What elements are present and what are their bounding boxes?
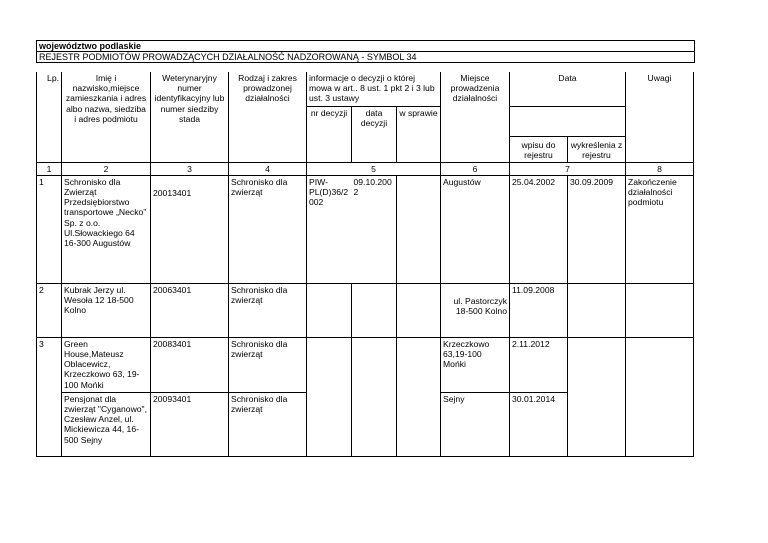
register-title: REJESTR PODMIOTÓW PROWADZĄCYCH DZIAŁALNOŚĆ NADZOROWANĄ - SYMBOL 34 — [39, 52, 417, 62]
column-number: 3 — [151, 162, 229, 175]
row-date-removal: 30.09.2009 — [568, 175, 626, 283]
column-number: 2 — [62, 162, 151, 175]
row-decision-date — [352, 337, 397, 392]
col-header-place: Miejsce prowadzenia działalności — [441, 72, 510, 162]
row-date-removal — [568, 283, 626, 337]
row-lp: 2 — [37, 283, 62, 337]
row-decision-no: PIW-PL(D)36/2 002 — [307, 175, 352, 283]
col-header-lp: Lp. — [37, 72, 62, 162]
column-number: 4 — [229, 162, 307, 175]
region-title: województwo podlaskie — [37, 41, 694, 52]
row-date-entry: 2.11.2012 — [510, 337, 568, 392]
row-decision-case — [397, 175, 441, 283]
column-number: 7 — [510, 162, 626, 175]
row-type: Schronisko dla zwierząt — [229, 175, 307, 283]
col-header-date-removal: wykreślenia z rejestru — [568, 136, 626, 162]
column-number: 5 — [307, 162, 441, 175]
row-place: Krzeczkowo 63,19-100 Mońki — [441, 337, 510, 392]
row-lp: 3 — [37, 337, 62, 392]
row-name: Pensjonat dla zwierząt "Cyganowo", Czesław Anzel, ul. Mickiewicza 44, 16-500 Sejny — [62, 392, 151, 456]
row-decision-no — [307, 283, 352, 337]
table-row — [37, 337, 694, 392]
row-date-entry: 30.01.2014 — [510, 392, 568, 456]
row-decision-no — [307, 337, 352, 392]
row-date-removal — [568, 392, 626, 456]
header-row-1 — [37, 72, 694, 106]
row-vet: 20093401 — [151, 392, 229, 456]
row-date-entry: 11.09.2008 — [510, 283, 568, 337]
column-number: 8 — [626, 162, 694, 175]
row-lp: 1 — [37, 175, 62, 283]
row-type: Schronisko dla zwierząt — [229, 283, 307, 337]
col-header-date: Data — [510, 72, 626, 106]
col-header-vet: Weterynaryjny numer identyfikacyjny lub numer siedziby stada — [151, 72, 229, 162]
row-name: Kubrak Jerzy ul. Wesoła 12 18-500 Kolno — [62, 283, 151, 337]
row-notes — [626, 337, 694, 392]
table-row — [37, 283, 694, 337]
col-header-decision-case: w sprawie — [397, 106, 441, 162]
col-header-notes: Uwagi — [626, 72, 694, 162]
row-type: Schronisko dla zwierząt — [229, 337, 307, 392]
register-table — [36, 72, 694, 457]
row-vet: 20063401 — [151, 283, 229, 337]
column-number: 6 — [441, 162, 510, 175]
col-header-decision-date: data decyzji — [352, 106, 397, 162]
col-header-decision-no: nr decyzji — [307, 106, 352, 162]
table-row — [37, 392, 694, 456]
row-notes: Zakończenie działalności podmiotu — [626, 175, 694, 283]
row-name: Green House,Mateusz Oblacewicz, Krzeczkowo 63, 19-100 Mońki — [62, 337, 151, 392]
col-header-date-entry: wpisu do rejestru — [510, 136, 568, 162]
row-decision-no — [307, 392, 352, 456]
table-row — [37, 175, 694, 283]
row-date-entry: 25.04.2002 — [510, 175, 568, 283]
row-decision-date — [352, 392, 397, 456]
row-place: ul. Pastorczyk 18-500 Kolno — [441, 283, 510, 337]
col-header-type: Rodzaj i zakres prowadzonej działalności — [229, 72, 307, 162]
col-header-name: Imię i nazwisko,miejsce zamieszkania i adres albo nazwa, siedziba i adres podmiotu — [62, 72, 151, 162]
row-vet: 20083401 — [151, 337, 229, 392]
row-notes — [626, 392, 694, 456]
row-place: Augustów — [441, 175, 510, 283]
row-decision-case — [397, 337, 441, 392]
date-subheader-spacer — [510, 106, 626, 136]
row-decision-date: 09.10.200 2 — [352, 175, 397, 283]
row-notes — [626, 283, 694, 337]
row-decision-date — [352, 283, 397, 337]
column-number: 1 — [37, 162, 62, 175]
col-header-decision: informacje o decyzji o której mowa w art.. 8 ust. 1 pkt 2 i 3 lub ust. 3 ustawy — [307, 72, 441, 106]
row-lp — [37, 392, 62, 456]
column-number-row — [37, 162, 694, 175]
row-vet: 20013401 — [151, 175, 229, 283]
row-date-removal — [568, 337, 626, 392]
row-decision-case — [397, 283, 441, 337]
row-name: Schronisko dla Zwierząt Przedsiębiorstwo transportowe „Necko” Sp. z o.o. Ul.Słowackiego 64 16-300 Augustów — [62, 175, 151, 283]
row-decision-case — [397, 392, 441, 456]
row-type: Schronisko dla zwierząt — [229, 392, 307, 456]
row-place: Sejny — [441, 392, 510, 456]
register-header — [36, 40, 695, 63]
